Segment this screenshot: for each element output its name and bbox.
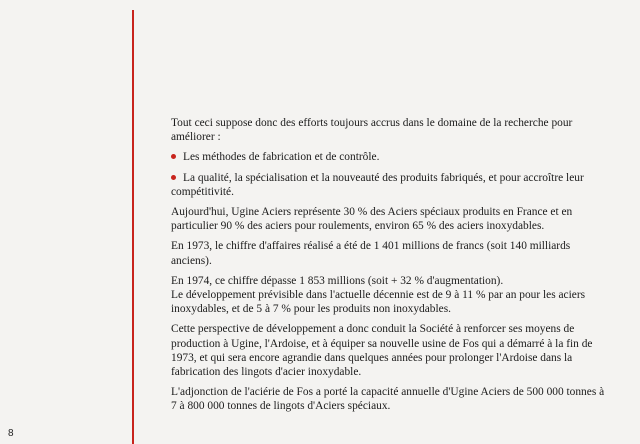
bullet-text: Les méthodes de fabrication et de contrôle. (183, 151, 380, 164)
page-number: 8 (8, 428, 14, 439)
red-bullet-icon (171, 154, 176, 159)
intro-paragraph: Tout ceci suppose donc des efforts toujours accrus dans le domaine de la recherche pour améliorer : (171, 117, 573, 144)
bullet-item-2 (171, 171, 611, 199)
bullet-item-1 (171, 150, 611, 164)
paragraph-market-share: Aujourd'hui, Ugine Aciers représente 30 % des Aciers spéciaux produits en France et en particulier 90 % des aciers pour roulements, environ 65 % des aciers inoxydables. (171, 206, 573, 233)
red-bullet-icon (171, 175, 176, 180)
paragraph-fos-capacity: L'adjonction de l'aciérie de Fos a porté la capacité annuelle d'Ugine Aciers de 500 000 tonnes à 7 à 800 000 tonnes de lingots d'Aciers spéciaux. (171, 386, 605, 413)
text-column (171, 116, 611, 420)
red-vertical-rule (132, 10, 134, 444)
paragraph-development: Cette perspective de développement a donc conduit la Société à renforcer ses moyens de production à Ugine, l'Ardoise, et à équiper sa nouvelle usine de Fos qui a démarré à la fin de 1973, et qui sera encore agrandie dans quelques années pour prolonger l'Ardoise dans la fabrication des lingots d'acier inoxydable. (171, 323, 593, 379)
paragraph-turnover-1974: En 1974, ce chiffre dépasse 1 853 millions (soit + 32 % d'augmentation). (171, 274, 504, 287)
bullet-text: La qualité, la spécialisation et la nouveauté des produits fabriqués, et pour accroître leur compétitivité. (171, 171, 584, 198)
paragraph-growth-forecast: Le développement prévisible dans l'actuelle décennie est de 9 à 11 % par an pour les aciers inoxydables, et de 5 à 7 % pour les produits non inoxydables. (171, 289, 586, 316)
paragraph-turnover-1973: En 1973, le chiffre d'affaires réalisé a été de 1 401 millions de francs (soit 140 milliards anciens). (171, 240, 571, 267)
